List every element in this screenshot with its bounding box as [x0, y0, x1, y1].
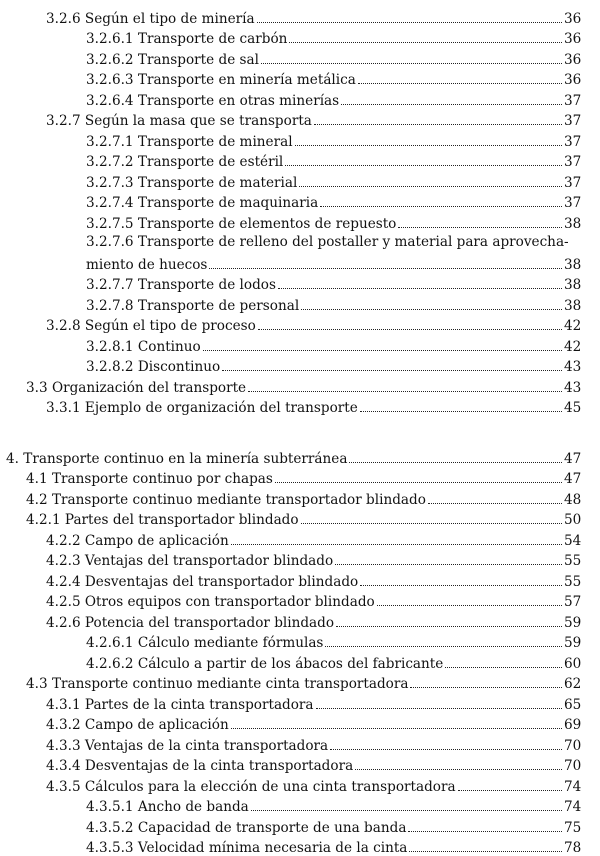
dot-leader — [349, 462, 562, 463]
toc-entry-label: 4.3.5.3 Velocidad mínima necesaria de la cinta — [86, 840, 409, 856]
dot-leader — [398, 227, 562, 228]
dot-leader — [428, 503, 562, 504]
toc-entry-label: 4.2.5 Otros equipos con transportador blindado — [46, 594, 377, 610]
dot-leader — [231, 728, 562, 729]
dot-leader — [301, 309, 562, 310]
dot-leader — [314, 124, 562, 125]
toc-entry[interactable] — [0, 355, 600, 376]
toc-entry-page: 75 — [562, 820, 580, 836]
toc-entry-label: 3.2.6.1 Transporte de carbón — [86, 31, 289, 47]
toc-entry[interactable] — [0, 211, 600, 232]
dot-leader — [360, 585, 562, 586]
toc-entry[interactable] — [0, 293, 600, 314]
toc-entry[interactable] — [0, 508, 600, 529]
toc-entry-label: 4.3.2 Campo de aplicación — [46, 717, 231, 733]
dot-leader — [458, 790, 562, 791]
table-of-contents — [0, 6, 600, 856]
section-gap — [0, 416, 600, 446]
toc-entry-page: 37 — [562, 93, 580, 109]
toc-entry[interactable] — [0, 191, 600, 212]
toc-entry[interactable] — [0, 651, 600, 672]
toc-entry-label: 3.2.8.1 Continuo — [86, 339, 203, 355]
dot-leader — [299, 186, 562, 187]
toc-entry-label: 4.2.1 Partes del transportador blindado — [26, 512, 301, 528]
toc-entry-page: 37 — [562, 175, 580, 191]
dot-leader — [301, 523, 562, 524]
dot-leader — [330, 749, 562, 750]
toc-entry-page: 42 — [562, 318, 580, 334]
dot-leader — [355, 769, 562, 770]
toc-entry-label: 4.2.6 Potencia del transportador blindado — [46, 615, 336, 631]
toc-entry-page: 38 — [562, 277, 580, 293]
toc-entry[interactable] — [0, 47, 600, 68]
toc-entry-page: 70 — [562, 758, 580, 774]
dot-leader — [358, 83, 562, 84]
toc-entry-label: 4. Transporte continuo en la minería subterránea — [6, 451, 349, 467]
toc-entry[interactable] — [0, 396, 600, 417]
toc-entry-label: 3.2.6.3 Transporte en minería metálica — [86, 72, 358, 88]
toc-entry[interactable] — [0, 273, 600, 294]
toc-entry[interactable] — [0, 713, 600, 734]
toc-entry-label: 3.2.7.2 Transporte de estéril — [86, 154, 285, 170]
toc-entry[interactable] — [0, 6, 600, 27]
toc-entry-label: 4.2.3 Ventajas del transportador blindado — [46, 553, 335, 569]
dot-leader — [257, 22, 562, 23]
toc-entry-label: 3.3.1 Ejemplo de organización del transporte — [46, 400, 360, 416]
toc-entry-page: 47 — [562, 471, 580, 487]
toc-entry[interactable] — [0, 375, 600, 396]
toc-entry-page: 65 — [562, 697, 580, 713]
dot-leader — [335, 564, 562, 565]
dot-leader — [320, 206, 562, 207]
toc-entry[interactable] — [0, 88, 600, 109]
toc-entry[interactable] — [0, 150, 600, 171]
toc-entry-page: 43 — [562, 380, 580, 396]
dot-leader — [336, 626, 562, 627]
toc-entry-label: 3.2.6.2 Transporte de sal — [86, 52, 261, 68]
toc-entry-page: 37 — [562, 195, 580, 211]
toc-entry-page: 55 — [562, 574, 580, 590]
dot-leader — [445, 667, 562, 668]
dot-leader — [258, 329, 562, 330]
toc-entry-label: 4.3.3 Ventajas de la cinta transportadora — [46, 738, 330, 754]
toc-entry-label: 4.2.6.2 Cálculo a partir de los ábacos del fabricante — [86, 656, 445, 672]
dot-leader — [222, 370, 562, 371]
toc-entry-page: 38 — [562, 257, 580, 273]
toc-entry-page: 36 — [562, 31, 580, 47]
toc-entry-label: 4.2 Transporte continuo mediante transportador blindado — [26, 492, 428, 508]
dot-leader — [341, 104, 562, 105]
toc-entry-label: 3.2.8.2 Discontinuo — [86, 359, 222, 375]
toc-entry[interactable] — [0, 27, 600, 48]
toc-entry[interactable] — [0, 334, 600, 355]
toc-entry-page: 45 — [562, 400, 580, 416]
dot-leader — [285, 165, 562, 166]
toc-entry[interactable] — [0, 528, 600, 549]
toc-entry-page: 62 — [562, 676, 580, 692]
toc-entry[interactable] — [0, 549, 600, 570]
dot-leader — [377, 605, 562, 606]
toc-entry[interactable] — [0, 836, 600, 856]
toc-entry-page: 48 — [562, 492, 580, 508]
toc-entry-label: 4.3 Transporte continuo mediante cinta transportadora — [26, 676, 410, 692]
toc-entry-label: 4.1 Transporte continuo por chapas — [26, 471, 275, 487]
toc-entry-page: 74 — [562, 799, 580, 815]
toc-entry-label: 3.2.7.5 Transporte de elementos de repuesto — [86, 216, 398, 232]
toc-entry-page: 70 — [562, 738, 580, 754]
dot-leader — [410, 687, 562, 688]
toc-entry-page: 78 — [562, 840, 580, 856]
dot-leader — [409, 851, 562, 852]
toc-entry-page: 69 — [562, 717, 580, 733]
toc-section-3-2-7-7-to-3-3-1 — [0, 273, 600, 417]
toc-section-3-2-6-to-3-2-7-5 — [0, 6, 600, 232]
toc-entry-page: 37 — [562, 134, 580, 150]
toc-entry-label: 4.2.4 Desventajas del transportador blindado — [46, 574, 360, 590]
toc-entry[interactable] — [0, 68, 600, 89]
toc-entry-label: 3.2.7.8 Transporte de personal — [86, 298, 301, 314]
dot-leader — [248, 391, 562, 392]
toc-entry-label: 3.2.7 Según la masa que se transporta — [46, 113, 314, 129]
toc-entry[interactable] — [0, 631, 600, 652]
toc-entry-wrapped[interactable] — [0, 232, 600, 273]
toc-entry-page: 57 — [562, 594, 580, 610]
dot-leader — [278, 288, 562, 289]
toc-entry-page: 42 — [562, 339, 580, 355]
toc-entry-page: 38 — [562, 298, 580, 314]
toc-entry-label: 3.2.8 Según el tipo de proceso — [46, 318, 258, 334]
toc-entry-page: 55 — [562, 553, 580, 569]
toc-entry-label: 4.3.1 Partes de la cinta transportadora — [46, 697, 316, 713]
toc-entry[interactable] — [0, 610, 600, 631]
toc-entry[interactable] — [0, 590, 600, 611]
toc-entry-line2 — [86, 252, 580, 273]
toc-entry-label: 3.3 Organización del transporte — [26, 380, 248, 396]
toc-entry[interactable] — [0, 815, 600, 836]
toc-entry[interactable] — [0, 170, 600, 191]
toc-entry-label: 3.2.7.3 Transporte de material — [86, 175, 299, 191]
toc-entry-page: 50 — [562, 512, 580, 528]
toc-entry-label: 3.2.7.7 Transporte de lodos — [86, 277, 278, 293]
toc-entry-page: 47 — [562, 451, 580, 467]
dot-leader — [408, 831, 562, 832]
toc-entry-label: 4.2.2 Campo de aplicación — [46, 533, 231, 549]
dot-leader — [289, 42, 562, 43]
toc-entry[interactable] — [0, 314, 600, 335]
toc-entry[interactable] — [0, 754, 600, 775]
toc-entry-label: 4.3.5.1 Ancho de banda — [86, 799, 251, 815]
toc-entry-page: 54 — [562, 533, 580, 549]
toc-entry-label-line1: 3.2.7.6 Transporte de relleno del postaller y material para aprovecha- — [86, 232, 580, 253]
dot-leader — [231, 544, 562, 545]
toc-entry-page: 60 — [562, 656, 580, 672]
dot-leader — [275, 482, 562, 483]
dot-leader — [261, 63, 562, 64]
toc-entry-label-line2: miento de huecos — [86, 257, 209, 273]
dot-leader — [316, 708, 562, 709]
dot-leader — [295, 145, 562, 146]
toc-entry-page: 38 — [562, 216, 580, 232]
dot-leader — [203, 350, 562, 351]
toc-entry-page: 43 — [562, 359, 580, 375]
toc-entry-page: 74 — [562, 779, 580, 795]
toc-entry-label: 3.2.6.4 Transporte en otras minerías — [86, 93, 341, 109]
toc-entry-label: 4.2.6.1 Cálculo mediante fórmulas — [86, 635, 325, 651]
toc-entry[interactable] — [0, 129, 600, 150]
toc-entry-page: 59 — [562, 615, 580, 631]
toc-entry[interactable] — [0, 487, 600, 508]
toc-entry-label: 4.3.5 Cálculos para la elección de una cinta transportadora — [46, 779, 458, 795]
toc-entry-page: 59 — [562, 635, 580, 651]
toc-entry-page: 37 — [562, 113, 580, 129]
toc-entry-label: 3.2.7.4 Transporte de maquinaria — [86, 195, 320, 211]
toc-entry[interactable] — [0, 774, 600, 795]
toc-entry-label: 4.3.4 Desventajas de la cinta transportadora — [46, 758, 355, 774]
toc-entry-page: 36 — [562, 52, 580, 68]
dot-leader — [251, 810, 562, 811]
toc-entry-label: 3.2.6 Según el tipo de minería — [46, 11, 257, 27]
dot-leader — [209, 268, 562, 269]
toc-entry-page: 36 — [562, 72, 580, 88]
toc-entry-label: 4.3.5.2 Capacidad de transporte de una banda — [86, 820, 408, 836]
dot-leader — [360, 411, 562, 412]
toc-entry-page: 36 — [562, 11, 580, 27]
toc-entry-page: 37 — [562, 154, 580, 170]
toc-entry[interactable] — [0, 467, 600, 488]
toc-entry-label: 3.2.7.1 Transporte de mineral — [86, 134, 295, 150]
toc-entry[interactable] — [0, 692, 600, 713]
toc-entry[interactable] — [0, 109, 600, 130]
toc-section-4 — [0, 446, 600, 856]
dot-leader — [325, 646, 562, 647]
toc-entry[interactable] — [0, 795, 600, 816]
toc-entry[interactable] — [0, 733, 600, 754]
toc-entry[interactable] — [0, 446, 600, 467]
toc-entry[interactable] — [0, 569, 600, 590]
toc-entry[interactable] — [0, 672, 600, 693]
